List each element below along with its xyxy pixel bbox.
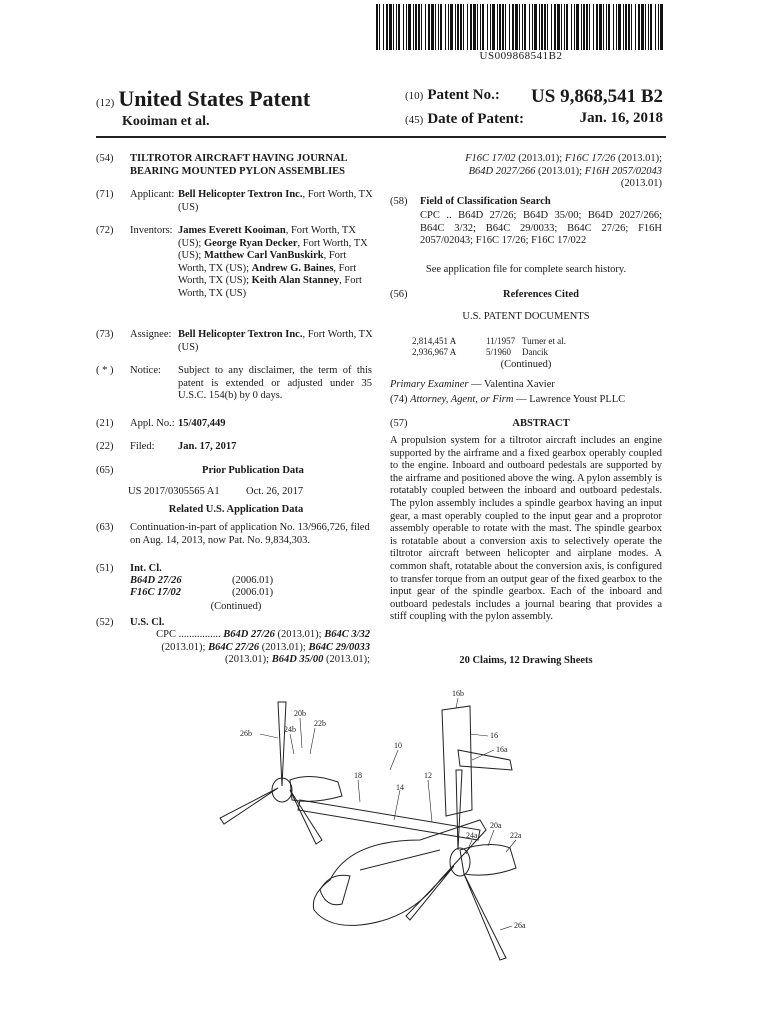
barcode-bar xyxy=(470,4,472,50)
barcode-bar xyxy=(457,4,459,50)
barcode-bar xyxy=(574,4,575,50)
reference-label: 14 xyxy=(396,783,404,792)
barcode-bar xyxy=(428,4,430,50)
barcode-bar xyxy=(379,4,380,50)
reference-label: 16a xyxy=(496,745,508,754)
rotor-blade xyxy=(220,788,278,824)
barcode-bar xyxy=(524,4,526,50)
patent-number: US 9,868,541 B2 xyxy=(531,86,663,107)
barcode-bar xyxy=(467,4,468,50)
rotor-blade xyxy=(290,790,322,844)
patent-date: Jan. 16, 2018 xyxy=(579,110,663,126)
barcode-bar xyxy=(415,4,417,50)
barcode-bar xyxy=(551,4,552,50)
barcode-bar xyxy=(492,4,495,50)
barcode-bar xyxy=(515,4,518,50)
barcode-bar xyxy=(608,4,610,50)
reference-label: 16b xyxy=(452,690,464,698)
barcode-bar xyxy=(482,4,484,50)
barcode-bar xyxy=(631,4,632,50)
date-label: Date of Patent: xyxy=(427,111,524,127)
reference-label: 22b xyxy=(314,719,326,728)
barcode-bar xyxy=(450,4,453,50)
references-sub: U.S. PATENT DOCUMENTS xyxy=(462,311,590,322)
references-continued: (Continued) xyxy=(500,359,552,370)
barcode-bar xyxy=(593,4,594,50)
barcode-bar xyxy=(519,4,520,50)
barcode-bar xyxy=(418,4,420,50)
barcode-bar xyxy=(561,4,562,50)
barcode xyxy=(376,4,666,50)
barcode-bar xyxy=(487,4,488,50)
barcode-bar xyxy=(623,4,624,50)
barcode-bar xyxy=(658,4,659,50)
attorney-field: (74) Attorney, Agent, or Firm — Lawrence Youst PLLC xyxy=(390,394,626,405)
barcode-bar xyxy=(564,4,565,50)
patent-header-left xyxy=(96,86,310,130)
barcode-bar xyxy=(413,4,414,50)
barcode-bar xyxy=(406,4,407,50)
kind-code-num: (12) xyxy=(96,97,115,109)
barcode-bar xyxy=(606,4,607,50)
barcode-bar xyxy=(586,4,588,50)
barcode-bar xyxy=(509,4,510,50)
barcode-bar xyxy=(583,4,585,50)
barcode-bar xyxy=(512,4,514,50)
date-num: (45) xyxy=(405,114,424,126)
barcode-bar xyxy=(641,4,644,50)
barcode-bar xyxy=(613,4,614,50)
barcode-bar xyxy=(455,4,456,50)
reference-label: 12 xyxy=(424,771,432,780)
rotor-blade xyxy=(456,770,462,850)
barcode-bar xyxy=(589,4,590,50)
patent-no-label: Patent No.: xyxy=(427,87,500,103)
barcode-number: US009868541B2 xyxy=(479,50,563,62)
primary-examiner: Primary Examiner — Valentina Xavier xyxy=(390,379,555,390)
barcode-bar xyxy=(490,4,491,50)
barcode-bar xyxy=(566,4,568,50)
barcode-bar xyxy=(648,4,649,50)
barcode-bar xyxy=(389,4,392,50)
barcode-bar xyxy=(534,4,537,50)
barcode-bar xyxy=(431,4,434,50)
abstract-text: A propulsion system for a tiltrotor aircraft includes an engine supported by the airframe and a fixed gearbox operably coupled to the engine. Inboard and outboard pedestals are supported by the airframe and positioned above the wing. A pylon assembly is rotatably coupled between the inboard and outboard pedestals. The pylon assembly includes a spindle gearbox having an input gear, a mast operably coupled to the input gear and a proprotor assembly operable to rotate with the mast. The spindle gearbox is rotatable about a conversion axis to selectively operate the tiltrotor aircraft between helicopter and airplane modes. A common shaft, rotatable about the conversion axis, is configured to transfer torque from an output gear of the fixed gearbox to the input gear of the spindle gearbox. Each of the inboard and outboard pedestals includes a journal bearing that provides a stiff coupling with the pylon assembly. xyxy=(390,435,662,623)
reference-label: 26b xyxy=(240,729,252,738)
assignee-name: Bell Helicopter Textron Inc. xyxy=(178,329,303,340)
fuselage xyxy=(313,820,486,925)
barcode-bar xyxy=(505,4,506,50)
cpc-continuation: F16C 17/02 (2013.01); F16C 17/26 (2013.01); B64D 2027/266 (2013.01); F16H 2057/02043 (2013.01) xyxy=(465,153,662,189)
barcode-bar xyxy=(440,4,442,50)
barcode-bar xyxy=(393,4,394,50)
barcode-bar xyxy=(408,4,411,50)
patent-header-right xyxy=(405,86,663,130)
barcode-bar xyxy=(448,4,449,50)
patent-no-num: (10) xyxy=(405,90,424,102)
barcode-bar xyxy=(541,4,543,50)
header-rule xyxy=(96,136,666,138)
cockpit-window xyxy=(320,875,350,904)
barcode-bar xyxy=(618,4,621,50)
barcode-bar xyxy=(445,4,446,50)
claims-summary: 20 Claims, 12 Drawing Sheets xyxy=(459,655,593,666)
barcode-bar xyxy=(544,4,546,50)
barcode-bar xyxy=(539,4,540,50)
fuselage-line xyxy=(360,850,440,870)
barcode-bar xyxy=(628,4,630,50)
barcode-bar xyxy=(473,4,476,50)
barcode-bar xyxy=(497,4,498,50)
reference-label: 22a xyxy=(510,831,522,840)
barcode-bar xyxy=(383,4,384,50)
reference-label: 20b xyxy=(294,709,306,718)
barcode-bar xyxy=(460,4,462,50)
int-cl-continued: (Continued) xyxy=(210,601,262,612)
barcode-bar xyxy=(638,4,640,50)
barcode-bar xyxy=(403,4,404,50)
reference-label: 24b xyxy=(284,725,296,734)
barcode-bar xyxy=(660,4,663,50)
barcode-bar xyxy=(599,4,602,50)
barcode-bar xyxy=(603,4,604,50)
barcode-bar xyxy=(435,4,436,50)
barcode-bar xyxy=(571,4,572,50)
barcode-bar xyxy=(398,4,400,50)
barcode-bar xyxy=(477,4,478,50)
barcode-bar xyxy=(425,4,426,50)
barcode-bar xyxy=(596,4,598,50)
reference-label: 26a xyxy=(514,921,526,930)
barcode-bar xyxy=(522,4,523,50)
tiltrotor-drawing xyxy=(210,690,570,1010)
barcode-bar xyxy=(576,4,579,50)
field-cpc: CPC .. B64D 27/26; B64D 35/00; B64D 2027/266; B64C 3/32; B64C 29/0033; B64C 27/26; F16H 2057/02043; F16C 17/26; F16C 17/022 xyxy=(420,210,662,246)
rotor-blade xyxy=(464,874,506,960)
applicant-name: Bell Helicopter Textron Inc. xyxy=(178,189,303,200)
barcode-bar xyxy=(547,4,548,50)
field-note: See application file for complete search history. xyxy=(425,264,627,275)
reference-label: 16 xyxy=(490,731,498,740)
barcode-bar xyxy=(625,4,627,50)
barcode-bar xyxy=(635,4,636,50)
barcode-bar xyxy=(480,4,481,50)
reference-label: 24a xyxy=(466,831,478,840)
reference-label: 10 xyxy=(394,741,402,750)
invention-title: TILTROTOR AIRCRAFT HAVING JOURNAL BEARING MOUNTED PYLON ASSEMBLIES xyxy=(130,153,347,177)
barcode-bar xyxy=(616,4,617,50)
barcode-bar xyxy=(386,4,388,50)
rotor-blade xyxy=(406,866,454,920)
wing xyxy=(298,800,480,840)
barcode-bar xyxy=(655,4,656,50)
rotor-blade xyxy=(278,702,286,786)
nacelle xyxy=(290,776,342,801)
reference-label: 18 xyxy=(354,771,362,780)
barcode-bar xyxy=(421,4,422,50)
barcode-bar xyxy=(650,4,652,50)
barcode-bar xyxy=(396,4,397,50)
barcode-bar xyxy=(438,4,439,50)
barcode-bar xyxy=(557,4,560,50)
barcode-bar xyxy=(581,4,582,50)
barcode-bar xyxy=(645,4,646,50)
barcode-bar xyxy=(554,4,556,50)
barcode-bar xyxy=(532,4,533,50)
inventor-line: Kooiman et al. xyxy=(122,114,210,129)
barcode-bar xyxy=(502,4,504,50)
barcode-bar xyxy=(499,4,501,50)
patent-title: United States Patent xyxy=(118,86,311,111)
barcode-bar xyxy=(376,4,378,50)
barcode-bar xyxy=(463,4,464,50)
reference-label: 20a xyxy=(490,821,502,830)
related-heading: Related U.S. Application Data xyxy=(168,504,304,515)
barcode-bar xyxy=(529,4,530,50)
